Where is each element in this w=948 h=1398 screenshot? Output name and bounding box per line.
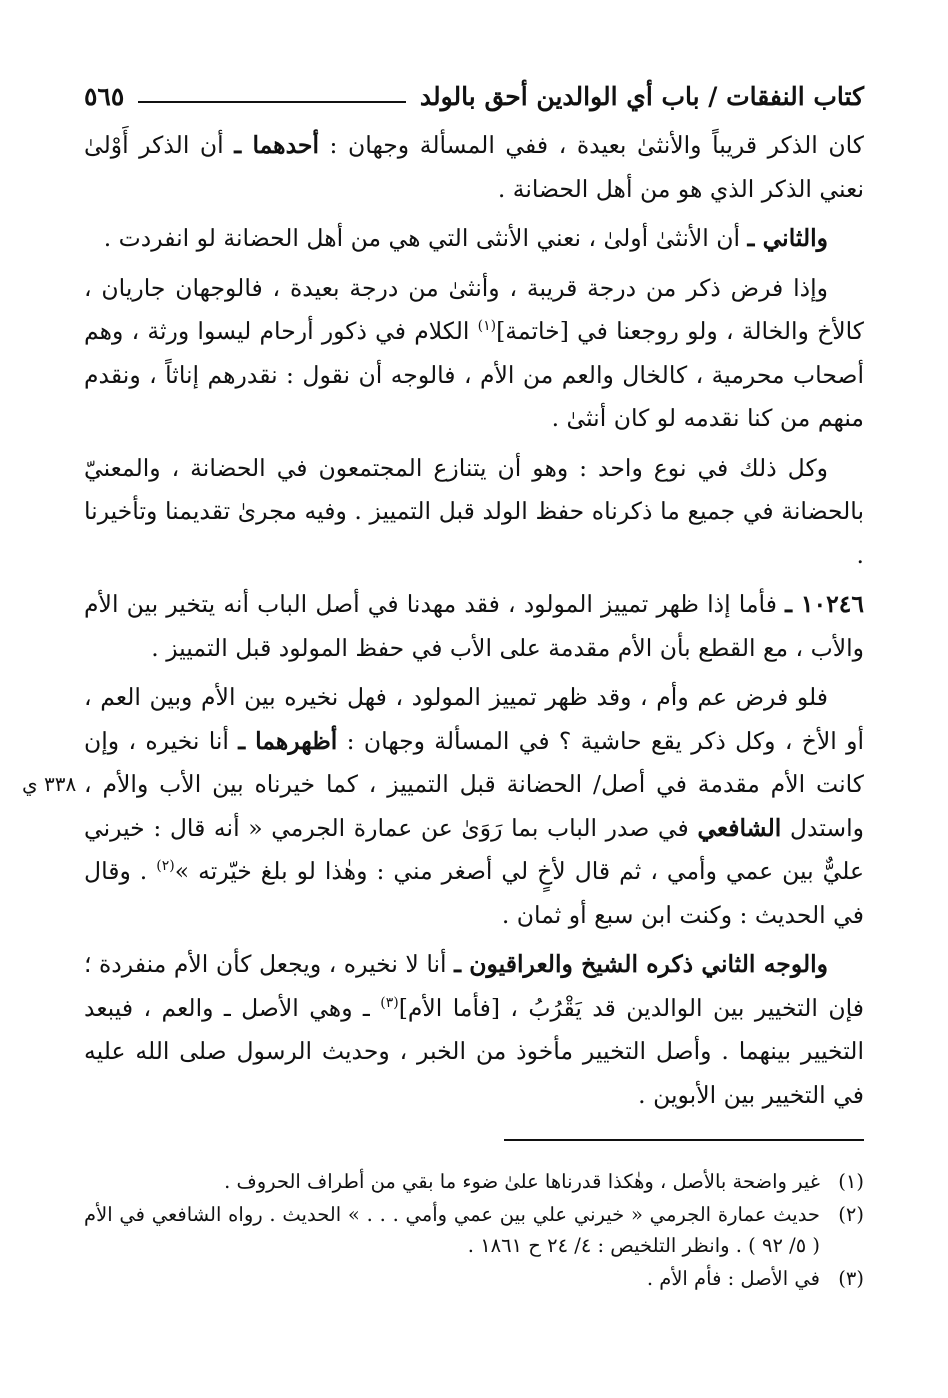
footnote-text: في الأصل : فأم الأم .: [646, 1267, 820, 1290]
footnote-3: [84, 1263, 864, 1294]
margin-manuscript-ref: ٣٣٨ ي: [22, 772, 77, 796]
header-rule: [138, 101, 406, 103]
section-number: ١٠٢٤٦ ـ: [785, 590, 864, 618]
header-title: كتاب النفقات / باب أي الوالدين أحق بالولد: [419, 81, 864, 111]
footnote-ref-2[interactable]: (٢): [156, 858, 175, 875]
paragraph-5: ١٠٢٤٦ ـ فأما إذا ظهر تمييز المولود ، فقد مهدنا في أصل الباب أنه يتخير بين الأم والأب ، مع القطع بأن الأم مقدمة على الأب في حفظ المولود قبل التمييز .: [84, 590, 864, 662]
footnote-1: [84, 1166, 864, 1197]
paragraph-2: والثاني ـ أن الأنثىٰ أولىٰ ، نعني الأنثى التي هي من أهل الحضانة لو انفردت .: [103, 224, 828, 252]
footnote-text: حديث عمارة الجرمي « خيرني علي بين عمي وأمي . . . » الحديث . رواه الشافعي في الأم ( ٥/ ٩٢ ) . وانظر التلخيص : ٤/ ٢٤ ح ١٨٦١ .: [84, 1203, 820, 1257]
paragraph-3: وإذا فرض ذكر من درجة قريبة ، وأنثىٰ من درجة بعيدة ، فالوجهان جاريان ، كالأخ والخالة ، ولو روجعنا في [خاتمة]$^{(١)}$ الكلام في ذكور أرحام ليسوا ورثة ، وهم أصحاب محرمية ، كالخال والعم من الأم ، فالوجه أن نقول : نقدرهم إناثاً ، ونقدم منهم من كنا نقدمه لو كان أنثىٰ .: [84, 273, 864, 432]
running-header: [84, 74, 864, 118]
footnote-text: غير واضحة بالأصل ، وهٰكذا قدرناها علىٰ ضوء ما بقي من أطراف الحروف .: [224, 1170, 820, 1193]
footnotes: [84, 1166, 864, 1296]
footnote-number: (٢): [838, 1203, 864, 1226]
paragraph-7: والوجه الثاني ذكره الشيخ والعراقيون ـ أنا لا نخيره ، ويجعل كأن الأم منفردة ؛ فإن التخيير بين الوالدين قد يَقْرُبُ ، [فأما الأم]$^{(٣)}$ ـ وهي الأصل ـ والعم ، فيبعد التخيير بينهما . وأصل التخيير مأخوذ من الخبر ، وحديث الرسول صلى الله عليه في التخيير بين الأبوين .: [84, 950, 864, 1109]
footnote-ref-1[interactable]: (١): [477, 318, 497, 335]
footnote-number: (٣): [838, 1267, 864, 1290]
paragraph-1: كان الذكر قريباً والأنثىٰ بعيدة ، ففي المسألة وجهان : أحدهما ـ أن الذكر أَوْلىٰ نعني الذكر الذي هو من أهل الحضانة .: [84, 131, 864, 203]
paragraph-6: فلو فرض عم وأم ، وقد ظهر تمييز المولود ، فهل نخيره بين الأم وبين العم ، أو الأخ ، وكل ذكر يقع حاشية ؟ في المسألة وجهان : أظهرهما ـ أنا نخيره ، وإن كانت الأم مقدمة في أصل/ الحضانة قبل التمييز ، كما خيرناه بين الأب والأم ، واستدل الشافعي في صدر الباب بما رَوَىٰ عن عمارة الجرمي « أنه قال : خيرني عليٌّ بين عمي وأمي ، ثم قال لأخٍ لي أصغر مني : وهٰذا لو بلغ خيّرته »$^{(٢)}$ . وقال في الحديث : وكنت ابن سبع أو ثمان .: [84, 683, 864, 929]
main-text: [84, 124, 864, 1123]
page-number: ٥٦٥: [84, 81, 125, 111]
footnote-ref-3[interactable]: (٣): [380, 994, 399, 1011]
footnote-2: [84, 1199, 864, 1261]
footnote-separator: [504, 1139, 864, 1141]
footnote-number: (١): [838, 1170, 864, 1193]
paragraph-4: وكل ذلك في نوع واحد : وهو أن يتنازع المجتمعون في الحضانة ، والمعنيّ بالحضانة في جميع ما ذكرناه حفظ الولد قبل التمييز . وفيه مجرىٰ تقديمنا وتأخيرنا .: [84, 453, 864, 569]
